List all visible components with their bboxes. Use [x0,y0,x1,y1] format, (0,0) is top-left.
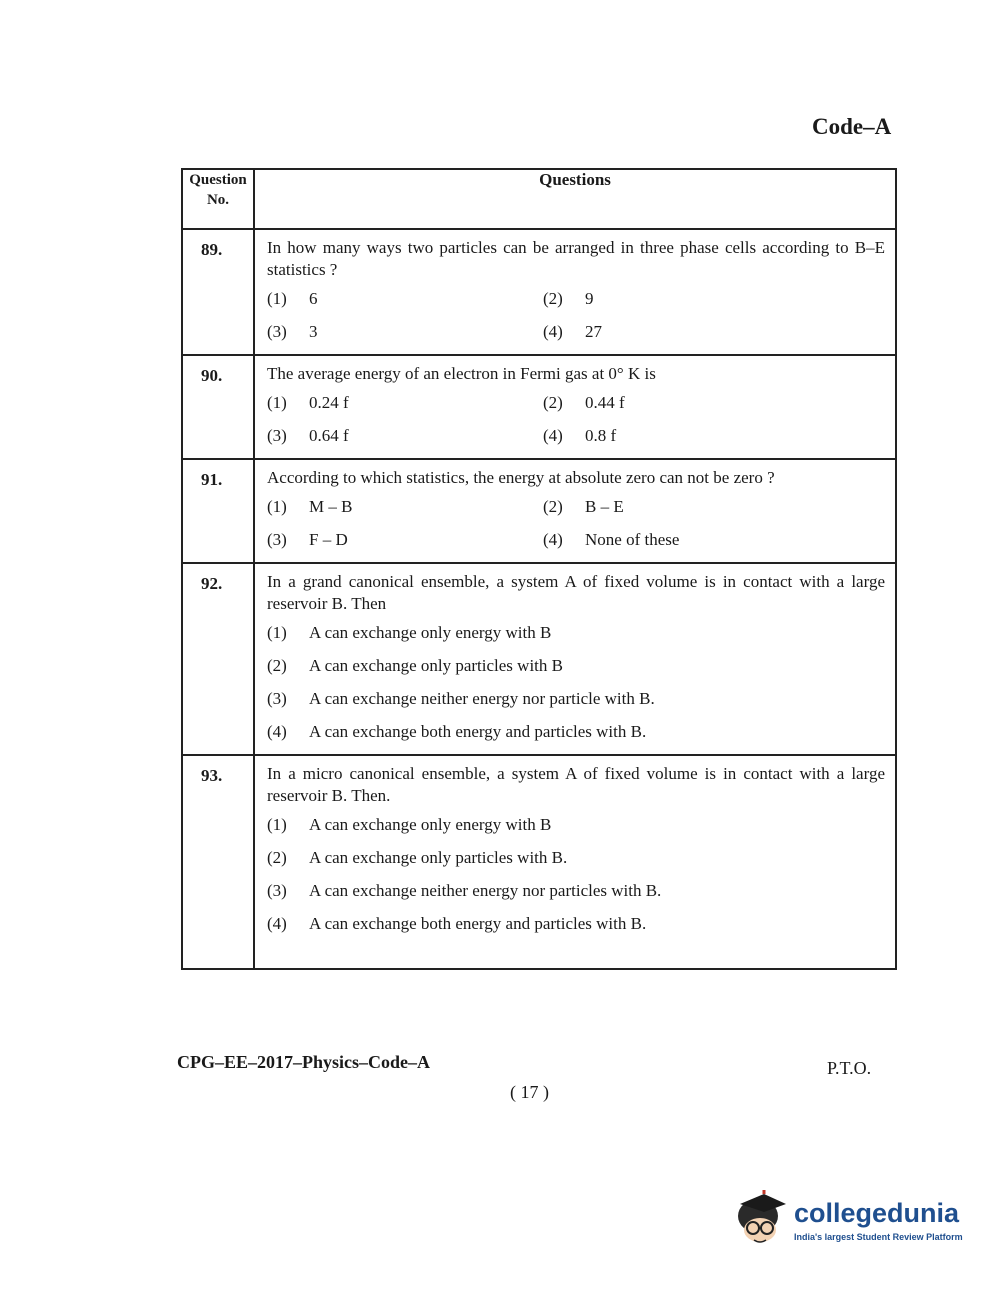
question-number: 93. [182,755,254,969]
option-text: A can exchange neither energy nor particles with B. [309,881,662,900]
mascot-logo-icon [734,1190,792,1250]
option-text: 27 [585,322,602,341]
option-number: (1) [267,289,287,308]
option-number: (4) [543,322,563,341]
option-number: (4) [543,530,563,549]
options-grid [267,497,885,556]
question-number: 90. [182,355,254,459]
question-cell [254,563,896,755]
brand-tagline: India's largest Student Review Platform [794,1232,963,1242]
option-text: 0.44 f [585,393,625,412]
option-number: (4) [267,722,287,741]
question-table [181,168,897,970]
option [267,426,543,446]
option-text: 0.64 f [309,426,349,445]
option-text: A can exchange only particles with B. [309,848,568,867]
options-grid [267,393,885,452]
option [543,289,885,309]
option-number: (3) [267,689,287,708]
option-text: A can exchange both energy and particles with B. [309,914,647,933]
column-header-questions: Questions [254,169,896,229]
option-text: F – D [309,530,348,549]
option-number: (3) [267,881,287,900]
option [267,815,885,835]
option-text: 3 [309,322,318,341]
option [543,426,885,446]
option-text: A can exchange only energy with B [309,815,552,834]
option-text: None of these [585,530,680,549]
option-text: A can exchange both energy and particles with B. [309,722,647,741]
option-number: (4) [267,914,287,933]
option-text: B – E [585,497,624,516]
question-text: According to which statistics, the energy at absolute zero can not be zero ? [267,468,775,487]
option-text: 0.24 f [309,393,349,412]
code-label: Code–A [812,114,892,139]
question-text: In how many ways two particles can be arranged in three phase cells according to B–E statistics ? [267,238,885,279]
option-number: (1) [267,623,287,642]
option-text: A can exchange neither energy nor particle with B. [309,689,655,708]
table-row [182,563,896,755]
question-number: 91. [182,459,254,563]
option-text: A can exchange only particles with B [309,656,563,675]
option [543,530,885,550]
options-list [267,815,885,940]
question-text: The average energy of an electron in Fermi gas at 0° K is [267,364,656,383]
option [267,623,885,643]
options-grid [267,289,885,348]
pto-label: P.T.O. [827,1058,872,1078]
options-list [267,623,885,748]
option-number: (2) [267,848,287,867]
option-number: (3) [267,426,287,445]
option [267,848,885,868]
question-cell [254,355,896,459]
page-number: ( 17 ) [510,1082,549,1102]
option [267,881,885,901]
question-cell [254,459,896,563]
question-number: 92. [182,563,254,755]
option-text: 9 [585,289,594,308]
option-number: (1) [267,815,287,834]
option-text: A can exchange only energy with B [309,623,552,642]
option-text: 0.8 f [585,426,617,445]
paper-code: CPG–EE–2017–Physics–Code–A [177,1052,431,1072]
option-text: M – B [309,497,353,516]
option [267,656,885,676]
option [267,914,885,934]
question-number: 89. [182,229,254,355]
option [267,322,543,342]
option-text: 6 [309,289,318,308]
table-row [182,229,896,355]
question-text: In a grand canonical ensemble, a system A of fixed volume is in contact with a large reservoir B. Then [267,572,885,613]
table-header-row [182,169,896,229]
option [267,289,543,309]
question-cell [254,755,896,969]
option-number: (2) [543,289,563,308]
collegedunia-watermark [734,1190,964,1252]
option-number: (2) [543,393,563,412]
option [543,393,885,413]
brand-name: collegedunia [794,1198,960,1228]
option [267,689,885,709]
option [267,393,543,413]
option-number: (1) [267,393,287,412]
table-row [182,355,896,459]
option-number: (1) [267,497,287,516]
option-number: (3) [267,530,287,549]
question-cell [254,229,896,355]
option [543,322,885,342]
question-text: In a micro canonical ensemble, a system A of fixed volume is in contact with a large reservoir B. Then. [267,764,885,805]
option-number: (2) [267,656,287,675]
option-number: (2) [543,497,563,516]
option [267,722,885,742]
column-header-question-no: Question No. [182,169,254,229]
table-row [182,755,896,969]
option [267,530,543,550]
option-number: (3) [267,322,287,341]
option [543,497,885,517]
option-number: (4) [543,426,563,445]
table-row [182,459,896,563]
option [267,497,543,517]
